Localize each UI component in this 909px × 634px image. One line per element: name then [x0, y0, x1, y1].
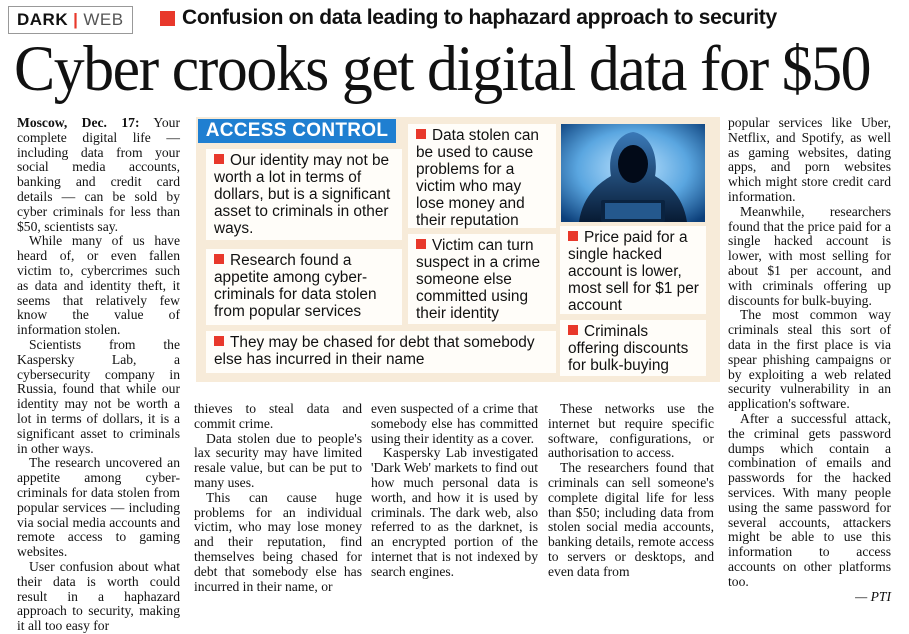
- article-paragraph: Kaspersky Lab investigated 'Dark Web' markets to find out how much personal data is worth, and how it is used by criminals. The dark web, also referred to as the darknet, is an encrypted portion of the internet that is not indexed by search engines.: [371, 445, 538, 579]
- panel-point-text: Data stolen can be used to cause problems for a victim who may lose money and their reputation: [416, 127, 539, 229]
- panel-point: [206, 249, 402, 325]
- article-column-5: [728, 116, 891, 604]
- dateline: Moscow, Dec. 17:: [17, 115, 140, 130]
- red-bullet-icon: [214, 254, 224, 264]
- kicker: [160, 4, 777, 32]
- red-bullet-icon: [416, 239, 426, 249]
- panel-point-text: Price paid for a single hacked account is lower, most sell for $1 per account: [568, 229, 699, 314]
- panel-point: [206, 331, 556, 373]
- red-bullet-icon: [214, 154, 224, 164]
- article-paragraph: These networks use the internet but require specific software, configurations, or authorisation to access.: [548, 401, 714, 461]
- article-paragraph: Data stolen due to people's lax security may have limited resale value, but can be put to many uses.: [194, 430, 362, 490]
- article-column-4: [548, 402, 714, 580]
- byline-credit: — PTI: [855, 588, 891, 604]
- headline: Cyber crooks get digital data for $50: [14, 33, 871, 105]
- red-bullet-icon: [214, 336, 224, 346]
- kicker-text: Confusion on data leading to haphazard approach to security: [182, 6, 777, 29]
- panel-point-text: They may be chased for debt that somebody else has incurred in their name: [214, 334, 535, 368]
- panel-point: [408, 124, 556, 228]
- article-paragraph: The researchers found that criminals can sell someone's complete digital life for less than $50; including data from stolen social media accounts, banking details, remote access to servers or desktops, and even data from: [548, 460, 714, 579]
- section-tag: [8, 6, 133, 34]
- article-paragraph: popular services like Uber, Netflix, and Spotify, as well as gaming websites, dating apps, and porn websites which might store credit card information.: [728, 115, 891, 204]
- article-column-2: [194, 402, 362, 594]
- article-paragraph: thieves to steal data and commit crime.: [194, 401, 362, 431]
- panel-point: [408, 234, 556, 324]
- panel-point: [560, 320, 706, 376]
- article-paragraph: After a successful attack, the criminal gets password dumps which contain a combination of emails and passwords for the hacked services. With many people using the same password for several accounts, attackers might be able to use this information to access accounts on other platforms too.: [728, 410, 891, 589]
- panel-point-text: Research found a appetite among cyber-criminals for data stolen from popular services: [214, 252, 377, 320]
- panel-point: [560, 226, 706, 314]
- section-tag-secondary: WEB: [83, 10, 124, 29]
- hooded-hacker-icon: [561, 124, 705, 222]
- article-paragraph: [17, 116, 180, 234]
- article-paragraph: User confusion about what their data is worth could result in a haphazard approach to security, making it all too easy for: [17, 558, 180, 634]
- red-bullet-icon: [416, 129, 426, 139]
- article-paragraph: The research uncovered an appetite among cyber-criminals for data stolen from popular services — including via social media accounts and remote access to gaming websites.: [17, 455, 180, 560]
- article-paragraph: Scientists from the Kaspersky Lab, a cybersecurity company in Russia, found that while our identity may not be worth a lot in terms of dollars, it is a significant asset to criminals in other ways.: [17, 336, 180, 456]
- red-bullet-icon: [568, 231, 578, 241]
- article-paragraph: Meanwhile, researchers found that the price paid for a single hacked account is lower, with most selling for about $1 per account, and with criminals offering up discounts for bulk-buying.: [728, 203, 891, 308]
- panel-point-text: Our identity may not be worth a lot in terms of dollars, but is a significant asset to criminals in other ways.: [214, 152, 391, 237]
- section-tag-primary: DARK: [17, 10, 69, 29]
- panel-point-text: Victim can turn suspect in a crime someone else committed using their identity: [416, 237, 541, 322]
- article-column-3: [371, 402, 538, 580]
- panel-point-text: Criminals offering discounts for bulk-buying: [568, 323, 689, 374]
- paragraph-text: Your complete digital life — including data from your social media accounts, banking and credit card details — can be sold by cyber criminals for less than $50, scientists say.: [17, 115, 180, 234]
- article-paragraph: The most common way criminals steal this sort of data in the first place is via spear phishing campaigns or by exploiting a web related security vulnerability in an application's software.: [728, 307, 891, 412]
- article-paragraph: This can cause huge problems for an individual victim, who may lose money and their reputation, find themselves being chased for debt that somebody else has incurred in their name, or: [194, 489, 362, 594]
- article-column-1: [17, 116, 180, 634]
- article-paragraph: While many of us have heard of, or even fallen victim to, cybercrimes such as data and identity theft, it seems that relatively few know the value of information stolen.: [17, 233, 180, 338]
- red-square-icon: [160, 11, 175, 26]
- article-paragraph: even suspected of a crime that somebody else has committed using their identity as a cover.: [371, 401, 538, 446]
- section-tag-divider: |: [73, 10, 79, 29]
- panel-point: [206, 149, 402, 240]
- red-bullet-icon: [568, 325, 578, 335]
- panel-title: ACCESS CONTROL: [198, 119, 396, 143]
